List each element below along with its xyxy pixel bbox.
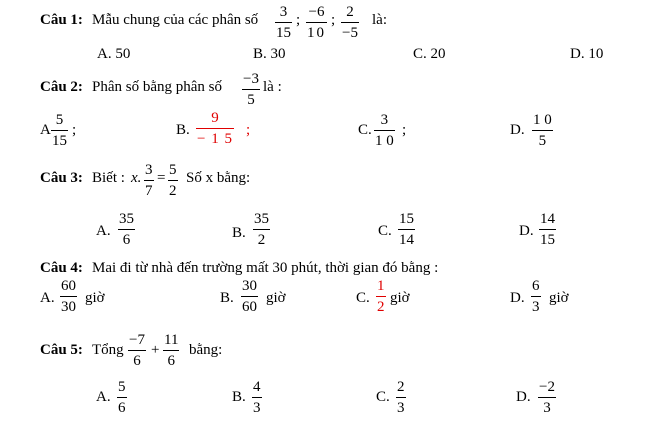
fraction-denominator: 60 [242,299,257,315]
fraction-denominator: − 1 5 [197,131,233,147]
option-b-fraction [196,111,234,147]
option-b-fraction [252,380,262,416]
fraction-numerator: −2 [539,379,555,395]
option-b-prefix: B. [176,122,190,138]
fraction-numerator: 9 [211,110,219,126]
fraction-denominator: 3 [253,400,261,416]
option-d-fraction [539,212,556,248]
fraction-denominator: 30 [61,299,76,315]
option-a-fraction [117,380,127,416]
fraction-numerator: 14 [540,211,555,227]
option-a: A. 50 [97,46,131,62]
question-3-tail: Số x bằng: [186,170,251,186]
fraction-denominator: 6 [118,400,126,416]
fraction-numerator: 60 [61,278,76,294]
question-4-label: Câu 4: [40,260,83,276]
fraction-denominator: 15 [52,133,67,149]
question-1-text: Mẫu chung của các phân số [92,12,259,28]
question-2-label: Câu 2: [40,79,83,95]
question-1-fraction-2 [306,5,327,41]
option-c: C. 20 [413,46,446,62]
option-d-prefix: D. [516,389,531,405]
option-d-unit: giờ [549,290,569,306]
fraction-numerator: 3 [380,112,389,128]
question-5-label: Câu 5: [40,342,83,358]
question-3-lhs-fraction [144,163,154,199]
fraction-numerator: −3 [243,71,259,87]
option-d: D. 10 [570,46,604,62]
question-2-text: Phân số bằng phân số [92,79,222,95]
option-b-unit: giờ [266,290,286,306]
question-3-label: Câu 3: [40,170,83,186]
fraction-numerator: 5 [169,162,177,178]
question-4-text: Mai đi từ nhà đến trường mất 30 phút, thời gian đó bằng : [92,260,439,276]
fraction-denominator: 6 [122,232,131,248]
question-3-rhs-fraction [168,163,178,199]
option-c-fraction [398,212,415,248]
question-3-variable: x. [131,170,142,186]
fraction-denominator: −5 [342,25,358,41]
option-b-prefix: B. [232,389,246,405]
option-c-prefix: C. [358,122,372,138]
plus-sign: + [151,342,160,358]
question-5-fraction-2 [163,333,179,369]
question-5-tail: bằng: [189,342,223,358]
option-a-unit: giờ [85,290,105,306]
question-2-tail: là : [263,79,282,95]
fraction-denominator: 3 [532,299,540,315]
option-c-prefix: C. [376,389,390,405]
option-d-fraction [532,113,553,149]
equals-sign: = [157,170,166,186]
fraction-denominator: 5 [538,133,547,149]
option-b-prefix: B. [220,290,234,306]
option-d-prefix: D. [519,223,534,239]
fraction-numerator: 5 [55,112,64,128]
fraction-denominator: 15 [276,25,291,41]
option-a-fraction [60,279,77,315]
option-b-fraction [253,212,270,248]
fraction-numerator: 1 [377,278,385,294]
fraction-denominator: 1 0 [375,133,394,149]
fraction-numerator: 3 [145,162,153,178]
option-a-suffix: ; [72,122,77,138]
option-a-fraction [118,212,135,248]
option-c-suffix: ; [402,122,407,138]
fraction-numerator: 2 [397,379,405,395]
option-c-unit: giờ [390,290,410,306]
option-d-fraction [531,279,541,315]
option-b: B. 30 [253,46,286,62]
fraction-denominator: 2 [257,232,266,248]
fraction-denominator: 10 [307,25,326,41]
option-c-prefix: C. [378,223,392,239]
question-5-text: Tổng [92,342,124,358]
fraction-numerator: 15 [399,211,414,227]
fraction-numerator: −6 [308,4,325,20]
option-d-prefix: D. [510,290,525,306]
fraction-numerator: 3 [279,4,288,20]
option-b-fraction [241,279,258,315]
fraction-denominator: 7 [145,183,153,199]
fraction-denominator: 6 [133,353,141,369]
option-a-prefix: A [40,122,51,138]
question-5-fraction-1 [128,333,146,369]
question-1-fraction-3 [341,5,359,41]
fraction-denominator: 2 [169,183,177,199]
fraction-numerator: 35 [119,211,134,227]
fraction-numerator: 35 [254,211,269,227]
option-c-fraction [376,279,386,315]
fraction-numerator: 1 0 [533,112,552,128]
option-c-fraction [374,113,395,149]
fraction-numerator: 6 [532,278,540,294]
fraction-denominator: 3 [543,400,551,416]
option-a-prefix: A. [96,389,111,405]
separator: ; [296,12,301,28]
separator: ; [331,12,336,28]
option-a-fraction [51,113,68,149]
fraction-denominator: 5 [247,92,255,108]
fraction-numerator: 11 [164,332,179,348]
fraction-numerator: 4 [253,379,261,395]
fraction-numerator: 2 [346,4,354,20]
question-2-fraction [242,72,260,108]
question-1-label: Câu 1: [40,12,83,28]
fraction-denominator: 15 [540,232,555,248]
option-b-prefix: B. [232,225,246,241]
fraction-denominator: 6 [167,353,175,369]
fraction-numerator: −7 [129,332,145,348]
option-d-fraction [538,380,556,416]
fraction-denominator: 3 [397,400,405,416]
option-d-prefix: D. [510,122,525,138]
question-1-tail: là: [372,12,387,28]
fraction-numerator: 5 [118,379,126,395]
question-1-fraction-1 [275,5,292,41]
option-b-suffix: ; [246,122,251,138]
option-a-prefix: A. [96,223,111,239]
fraction-numerator: 30 [242,278,257,294]
question-3-text: Biết : [92,170,125,186]
option-c-prefix: C. [356,290,370,306]
option-c-fraction [396,380,406,416]
option-a-prefix: A. [40,290,55,306]
fraction-denominator: 2 [377,299,385,315]
fraction-denominator: 14 [399,232,414,248]
